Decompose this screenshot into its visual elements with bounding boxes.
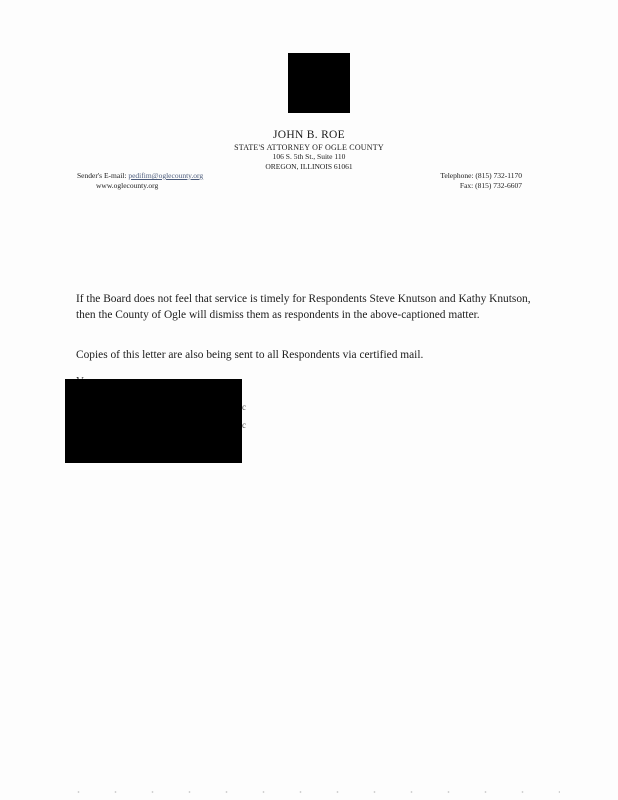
- address-line-1: 106 S. 5th St., Suite 110: [272, 152, 346, 161]
- body-paragraph-2: Copies of this letter are also being sent to all Respondents via certified mail.: [76, 349, 424, 361]
- telephone-number: Telephone: (815) 732-1170: [440, 171, 522, 180]
- email-link[interactable]: pedifim@oglecounty.org: [128, 171, 204, 180]
- scan-specks: [60, 790, 560, 794]
- phone-fax-block: [440, 171, 522, 191]
- residue-mark: c: [242, 420, 246, 430]
- attorney-name: JOHN B. ROE: [273, 129, 345, 141]
- redacted-signature-block: [65, 379, 242, 463]
- address-line-2: OREGON, ILLINOIS 61061: [265, 162, 353, 171]
- redacted-seal: [288, 53, 350, 113]
- residue-mark: c: [242, 402, 246, 412]
- body-paragraph-1: If the Board does not feel that service is timely for Respondents Steve Knutson and Kathy Knutson, then the County of Ogle will dismiss them as respondents in the above-captioned matter.: [76, 293, 531, 321]
- email-label: Sender's E-mail:: [77, 171, 127, 180]
- attorney-title: STATE'S ATTORNEY OF OGLE COUNTY: [234, 143, 384, 152]
- sender-email-line: [77, 171, 203, 181]
- fax-number: Fax: (815) 732-6607: [459, 180, 522, 190]
- website-link[interactable]: www.oglecounty.org: [96, 181, 159, 190]
